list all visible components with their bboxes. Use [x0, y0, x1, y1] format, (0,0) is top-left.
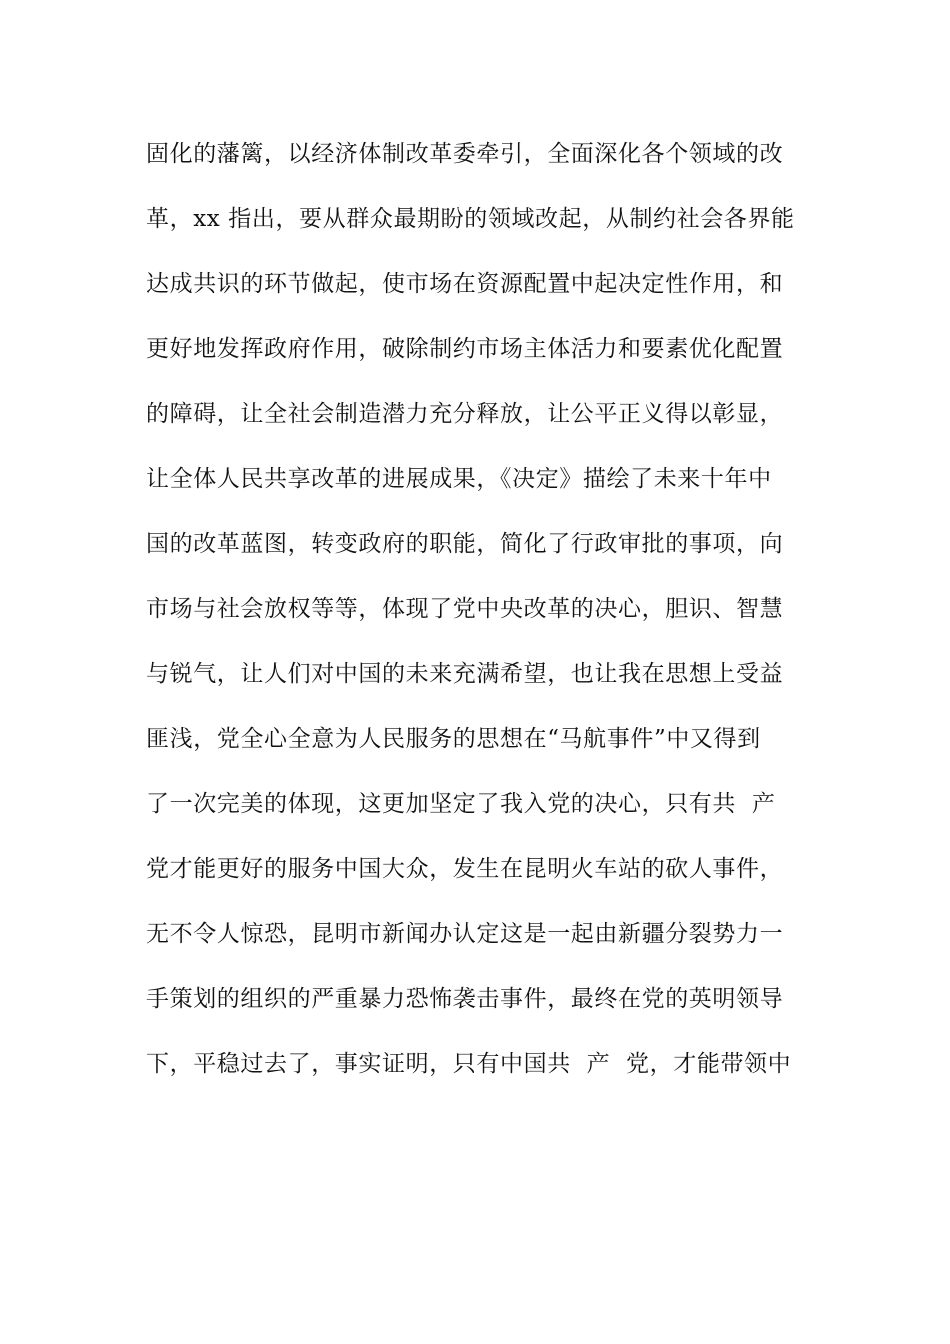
text-line: 无不令人惊恐，昆明市新闻办认定这是一起由新疆分裂势力一: [146, 921, 784, 947]
text-line: 革，xx 指出，要从群众最期盼的领域改起，从制约社会各界能: [146, 206, 795, 232]
text-line: 了一次完美的体现，这更加坚定了我入党的决心，只有共 产: [146, 791, 776, 817]
text-line: 更好地发挥政府作用，破除制约市场主体活力和要素优化配置: [146, 336, 784, 362]
text-line: 手策划的组织的严重暴力恐怖袭击事件，最终在党的英明领导: [146, 986, 784, 1012]
text-line: 与锐气，让人们对中国的未来充满希望，也让我在思想上受益: [146, 661, 784, 687]
text-line: 达成共识的环节做起，使市场在资源配置中起决定性作用，和: [146, 271, 784, 297]
text-line: 国的改革蓝图，转变政府的职能，简化了行政审批的事项，向: [146, 531, 784, 557]
text-line: 市场与社会放权等等，体现了党中央改革的决心，胆识、智慧: [146, 596, 784, 622]
text-line: 匪浅，党全心全意为人民服务的思想在“马航事件”中又得到: [146, 726, 761, 752]
text-line: 让全体人民共享改革的进展成果，《决定》描绘了未来十年中: [146, 466, 772, 492]
text-line: 党才能更好的服务中国大众，发生在昆明火车站的砍人事件，: [146, 856, 784, 882]
body-text: [146, 128, 806, 1103]
text-line: 的障碍，让全社会制造潜力充分释放，让公平正义得以彰显，: [146, 401, 784, 427]
text-line: 下，平稳过去了，事实证明，只有中国共 产 党，才能带领中: [146, 1051, 792, 1077]
text-line: 固化的藩篱，以经济体制改革委牵引，全面深化各个领域的改: [146, 141, 784, 167]
